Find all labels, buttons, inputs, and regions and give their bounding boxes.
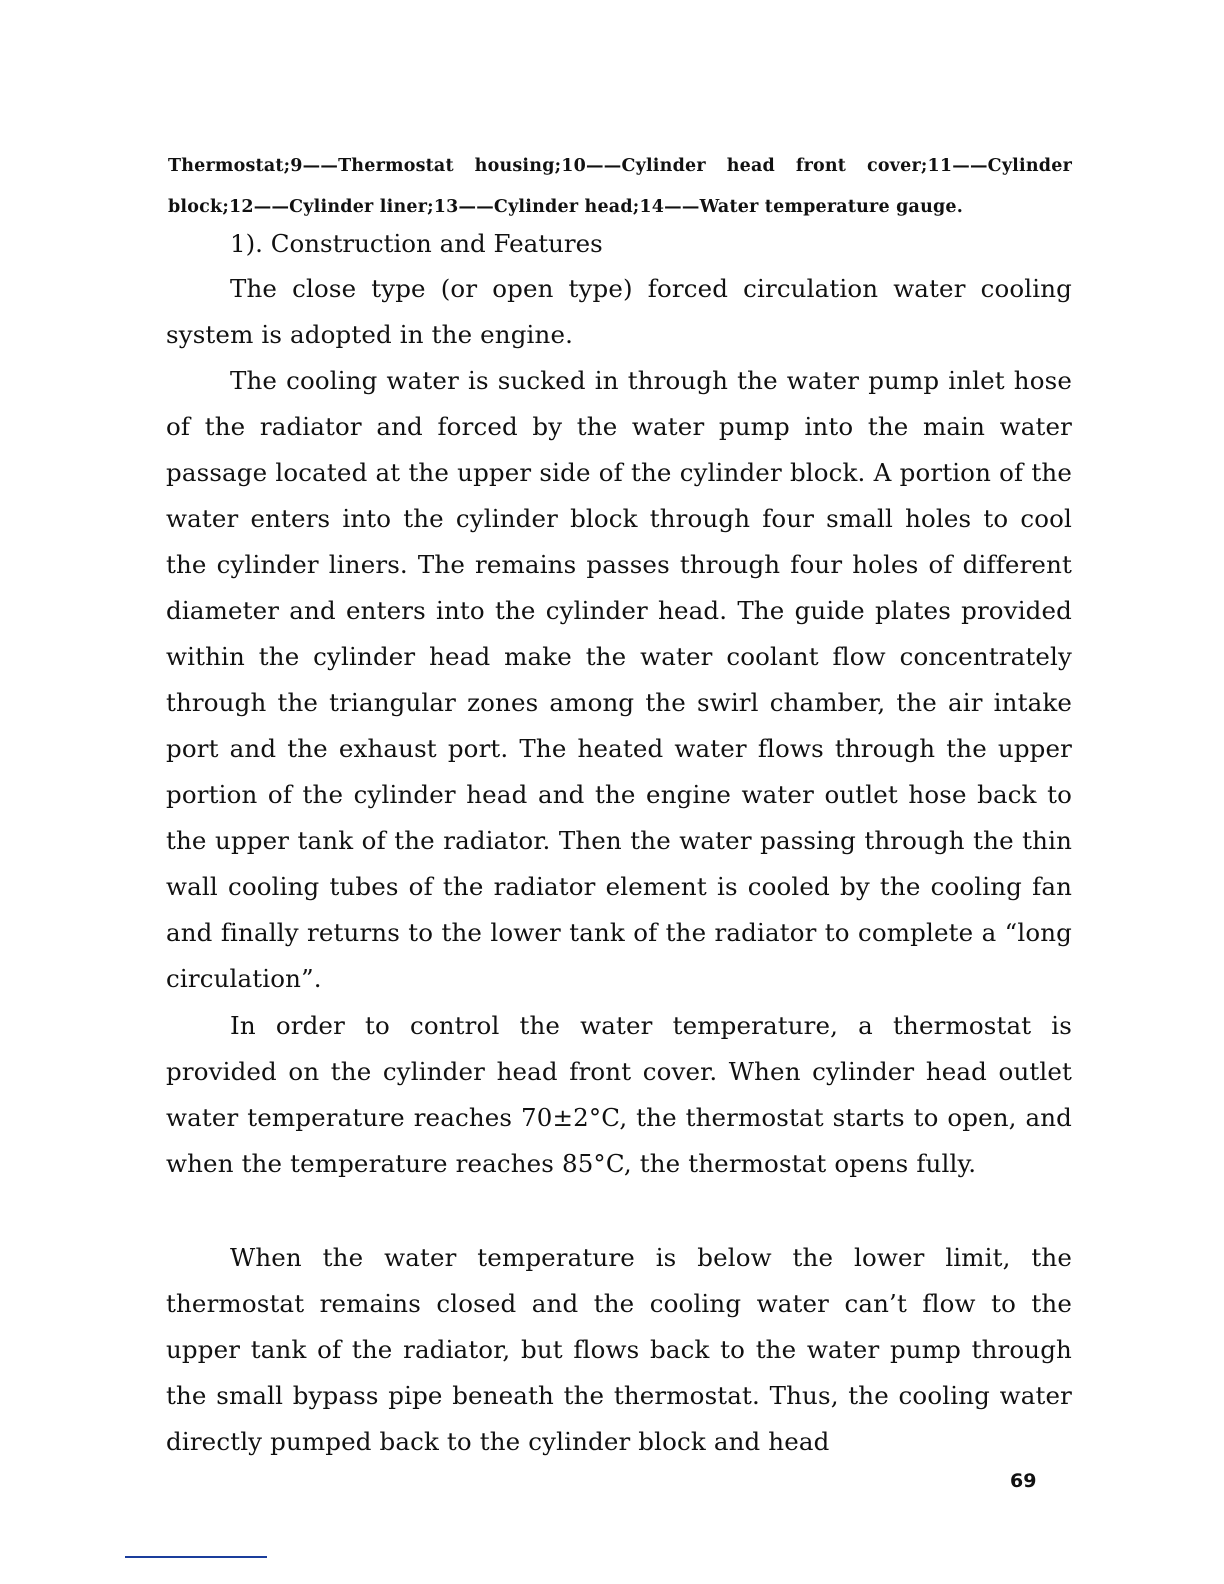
body-paragraph-1 xyxy=(166,266,1072,358)
paragraph-text: In order to control the water temperature, a thermostat is provided on the cylinder head front cover. When cylinder head outlet water temperature reaches 70±2°C, the thermostat starts to open, and when the temperature reaches 85°C, the thermostat opens fully. xyxy=(166,1011,1072,1178)
figure-caption: Thermostat;9——Thermostat housing;10——Cylinder head front cover;11——Cylinder block;12——Cylinder liner;13——Cylinder head;14——Water temperature gauge. xyxy=(168,156,1072,217)
body-paragraph-2 xyxy=(166,358,1072,1002)
body-paragraph-4 xyxy=(166,1235,1072,1465)
paragraph-text: When the water temperature is below the lower limit, the thermostat remains closed and the cooling water can’t flow to the upper tank of the radiator, but flows back to the water pump through the small bypass pipe beneath the thermostat. Thus, the cooling water directly pumped back to the cylinder block and head xyxy=(166,1243,1072,1456)
body-paragraph-3 xyxy=(166,1003,1072,1187)
footnote-rule xyxy=(125,1556,267,1558)
paragraph-text: The close type (or open type) forced circulation water cooling system is adopted in the engine. xyxy=(166,274,1072,349)
page-number: 69 xyxy=(1010,1470,1037,1492)
section-heading: 1). Construction and Features xyxy=(230,229,603,258)
paragraph-text: The cooling water is sucked in through the water pump inlet hose of the radiator and forced by the water pump into the main water passage located at the upper side of the cylinder block. A portion of the water enters into the cylinder block through four small holes to cool the cylinder liners. The remains passes through four holes of different diameter and enters into the cylinder head. The guide plates provided within the cylinder head make the water coolant flow concentrately through the triangular zones among the swirl chamber, the air intake port and the exhaust port. The heated water flows through the upper portion of the cylinder head and the engine water outlet hose back to the upper tank of the radiator. Then the water passing through the thin wall cooling tubes of the radiator element is cooled by the cooling fan and finally returns to the lower tank of the radiator to complete a “long circulation”. xyxy=(166,366,1072,993)
